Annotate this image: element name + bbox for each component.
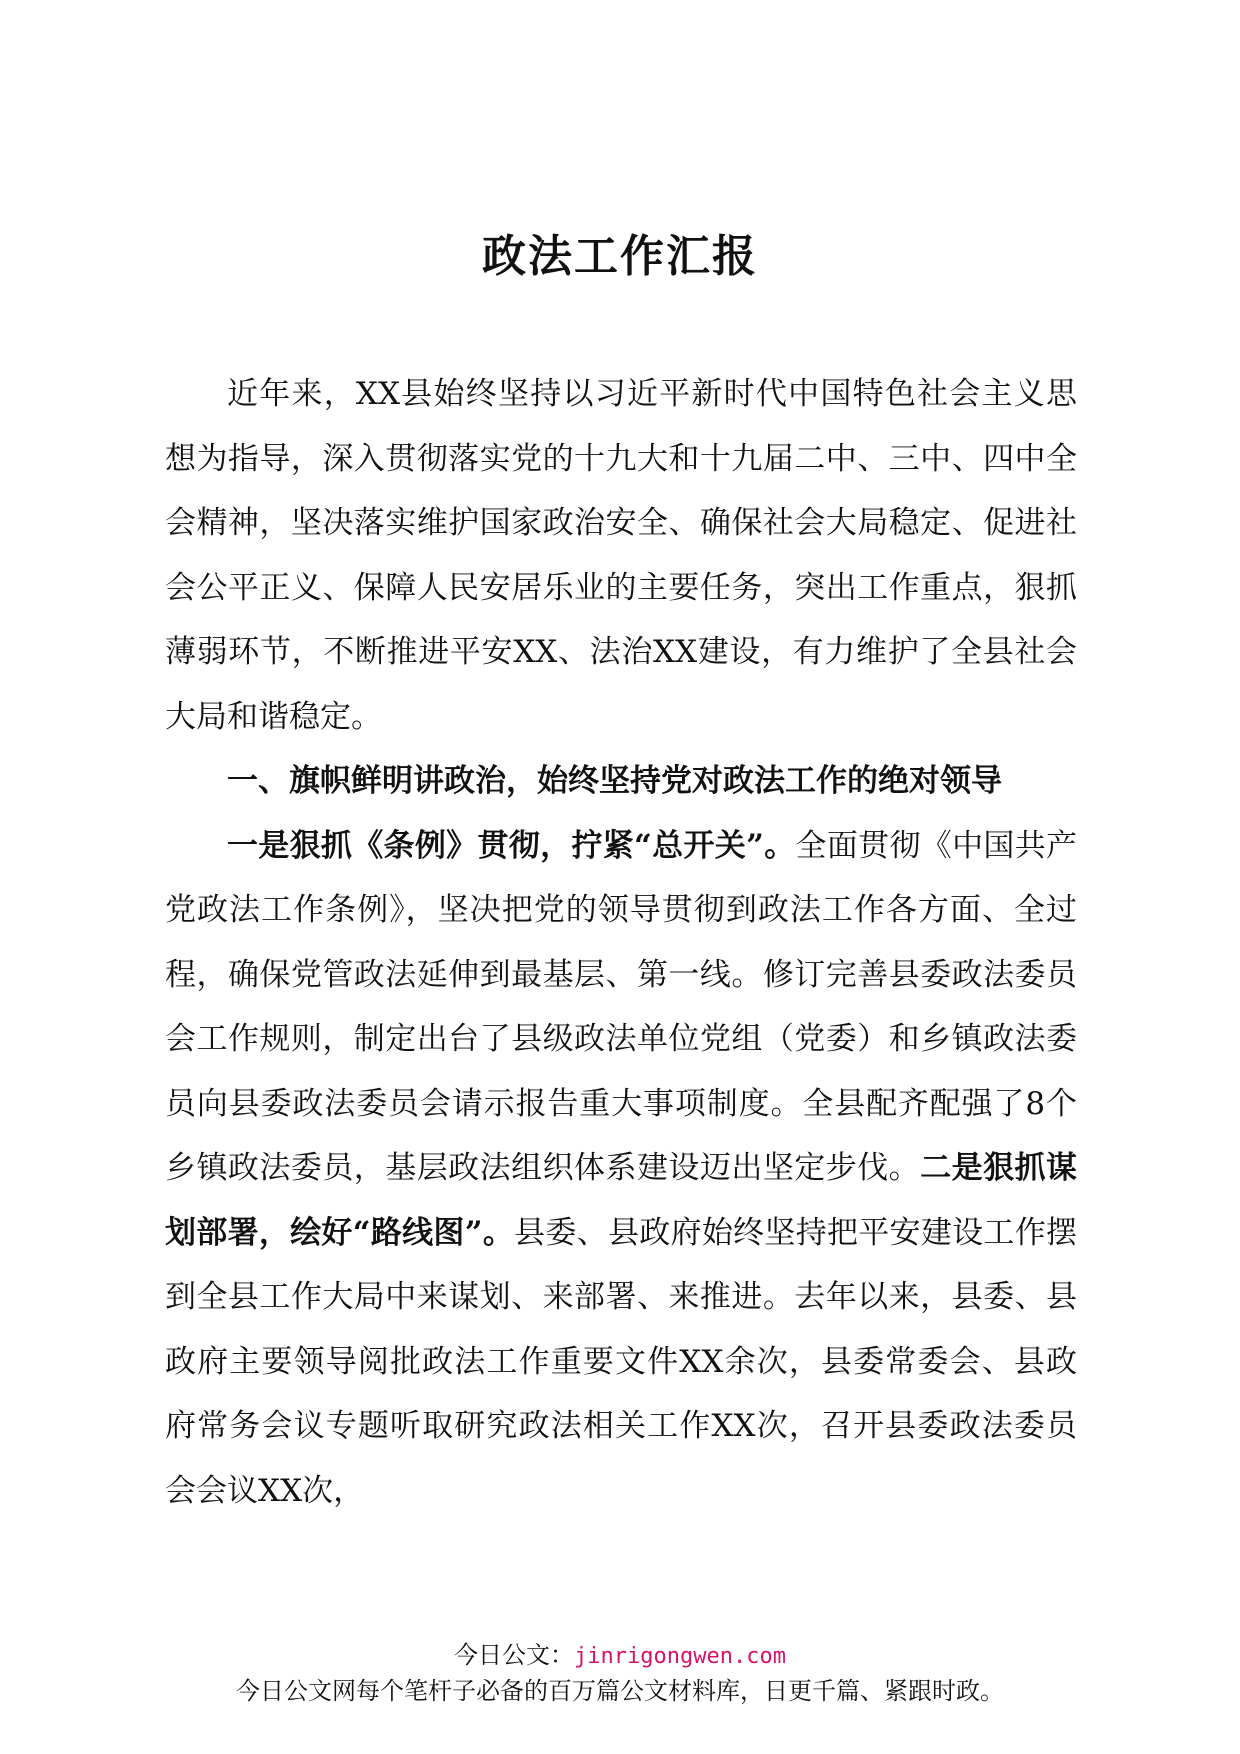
footer-label: 今日公文： xyxy=(454,1641,575,1669)
paragraph-text: 县委、县政府始终坚持把平安建设工作摆到全县工作大局中来谋划、来部署、来推进。去年以来，县委、县政府主要领导阅批政法工作重要文件XX余次，县委常委会、县政府常务会议专题听取研究政法相关工作XX次，召开县委政法委员会会议XX次， xyxy=(165,1214,1077,1509)
footer-tagline: 今日公文网每个笔杆子必备的百万篇公文材料库，日更千篇、紧跟时政。 xyxy=(236,1677,1004,1705)
page-title: 政法工作汇报 xyxy=(482,231,758,282)
footer xyxy=(0,1638,1240,1708)
bold-lead: 一是狠抓《条例》贯彻，拧紧“总开关”。 xyxy=(227,827,796,864)
footer-source-line xyxy=(0,1638,1240,1674)
section-heading: 一、旗帜鲜明讲政治，始终坚持党对政法工作的绝对领导 xyxy=(227,763,1002,799)
document-body xyxy=(165,362,1077,1523)
footer-url-link[interactable]: jinrigongwen.com xyxy=(574,1644,786,1669)
intro-paragraph: 近年来，XX县始终坚持以习近平新时代中国特色社会主义思想为指导，深入贯彻落实党的十九大和十九届二中、三中、四中全会精神，坚决落实维护国家政治安全、确保社会大局稳定、促进社会公平正义、保障人民安居乐业的主要任务，突出工作重点，狠抓薄弱环节，不断推进平安XX、法治XX建设，有力维护了全县社会大局和谐稳定。 xyxy=(165,376,1077,735)
section-paragraph xyxy=(165,814,1077,1524)
paragraph-text: 全面贯彻《中国共产党政法工作条例》，坚决把党的领导贯彻到政法工作各方面、全过程，确保党管政法延伸到最基层、第一线。修订完善县委政法委员会工作规则，制定出台了县级政法单位党组（党委）和乡镇政法委员向县委政法委员会请示报告重大事项制度。全县配齐配强了8个乡镇政法委员，基层政法组织体系建设迈出坚定步伐。 xyxy=(165,827,1077,1186)
bold-lead: 二是狠抓谋划部署，绘好“路线图”。 xyxy=(165,1150,1077,1251)
